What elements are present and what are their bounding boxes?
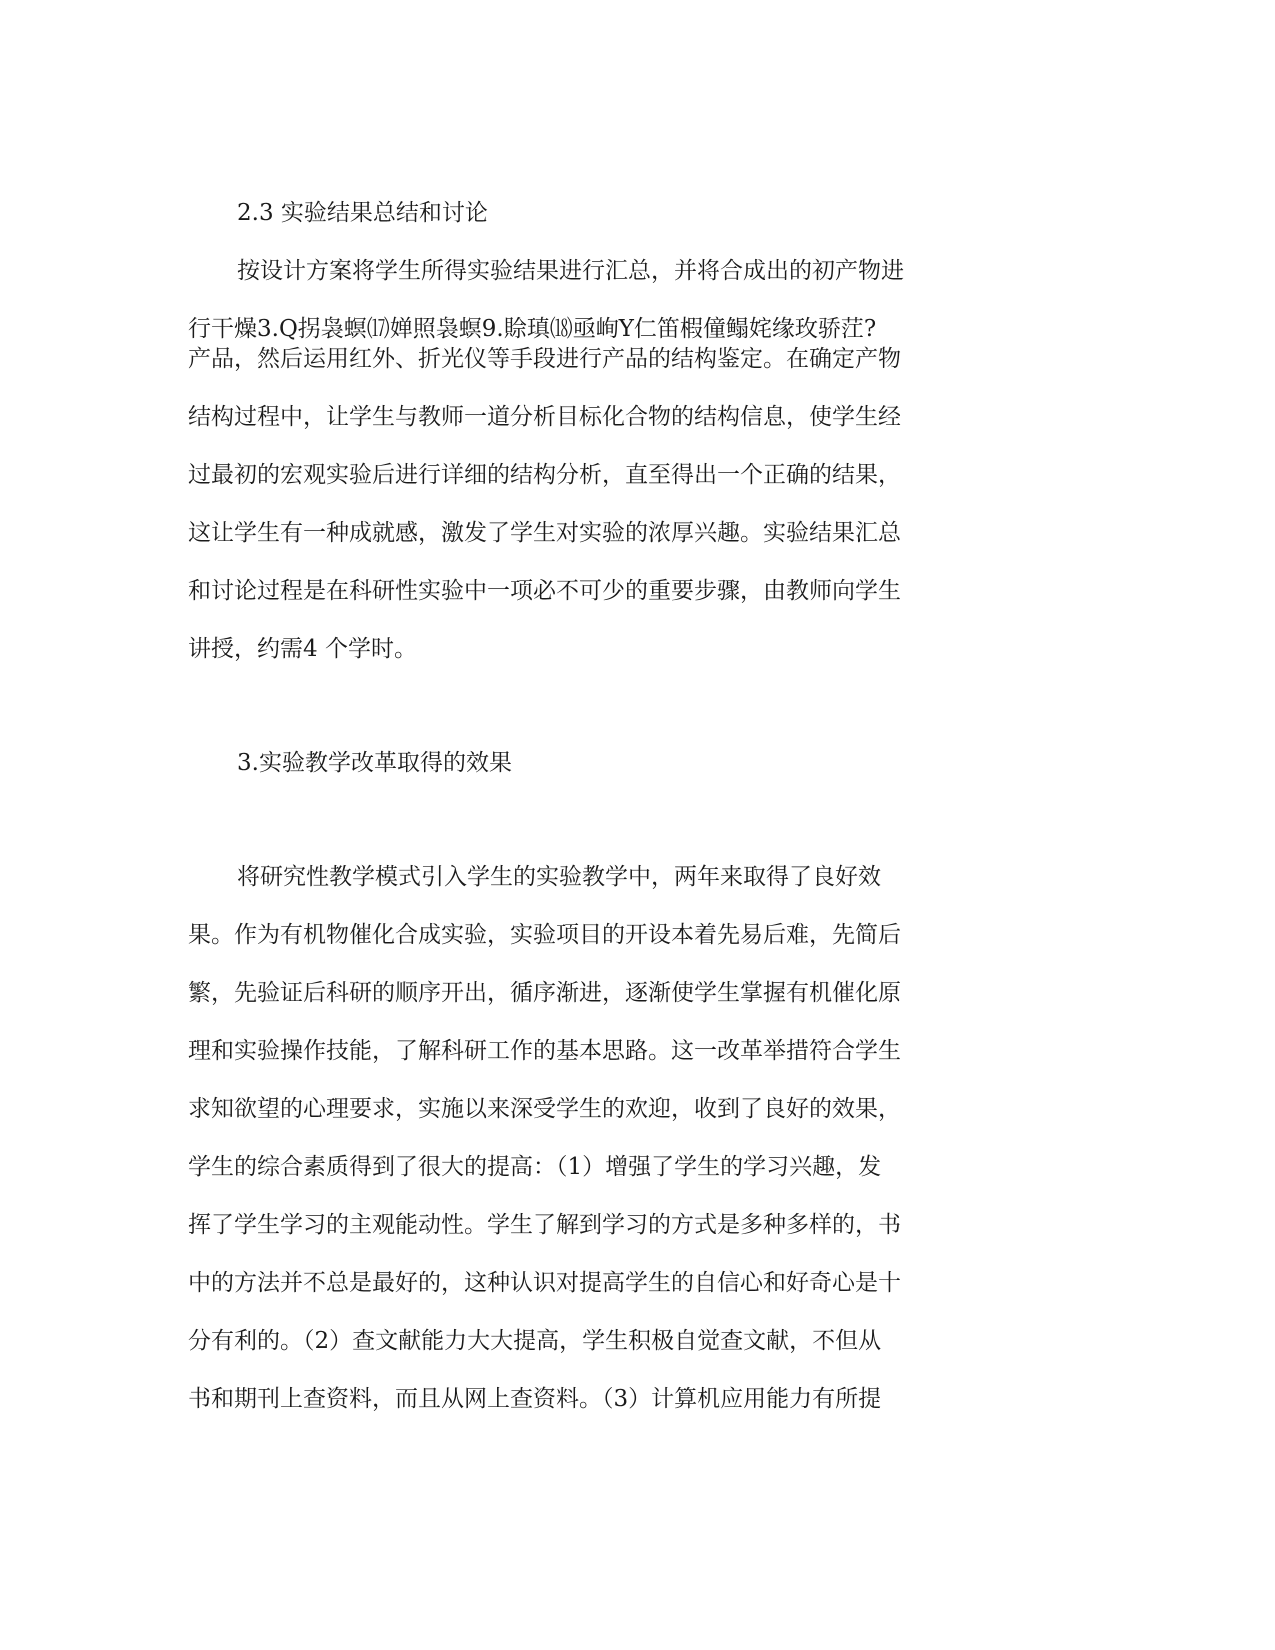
paragraph-line: 求知欲望的心理要求，实施以来深受学生的欢迎，收到了良好的效果， [188, 1096, 901, 1122]
paragraph-line: 过最初的宏观实验后进行详细的结构分析，直至得出一个正确的结果， [188, 462, 901, 488]
paragraph-line: 分有利的。（2）查文献能力大大提高，学生积极自觉查文献，不但从 [188, 1328, 882, 1354]
paragraph-line: 结构过程中，让学生与教师一道分析目标化合物的结构信息，使学生经 [188, 404, 901, 430]
paragraph-line: 讲授，约需4 个学时。 [188, 636, 417, 662]
paragraph-line: 果。作为有机物催化合成实验，实验项目的开设本着先易后难，先简后 [188, 922, 901, 948]
paragraph-line: 繁，先验证后科研的顺序开出，循序渐进，逐渐使学生掌握有机催化原 [188, 980, 901, 1006]
section-2-3-heading: 2.3 实验结果总结和讨论 [237, 200, 488, 226]
paragraph-line: 和讨论过程是在科研性实验中一项必不可少的重要步骤，由教师向学生 [188, 578, 901, 604]
paragraph-line: 中的方法并不总是最好的，这种认识对提高学生的自信心和好奇心是十 [188, 1270, 901, 1296]
paragraph-line: 这让学生有一种成就感，激发了学生对实验的浓厚兴趣。实验结果汇总 [188, 520, 901, 546]
section-3-heading: 3.实验教学改革取得的效果 [237, 750, 512, 776]
paragraph-line: 学生的综合素质得到了很大的提高：（1）增强了学生的学习兴趣，发 [188, 1154, 882, 1180]
paragraph-line: 书和期刊上查资料，而且从网上查资料。（3）计算机应用能力有所提 [188, 1386, 882, 1412]
paragraph-line: 挥了学生学习的主观能动性。学生了解到学习的方式是多种多样的，书 [188, 1212, 901, 1238]
paragraph-line: 产品，然后运用红外、折光仪等手段进行产品的结构鉴定。在确定产物 [188, 346, 901, 372]
paragraph-line: 将研究性教学模式引入学生的实验教学中，两年来取得了良好效 [237, 864, 881, 890]
paragraph-line: 按设计方案将学生所得实验结果进行汇总，并将合成出的初产物进 [237, 258, 904, 284]
paragraph-line: 理和实验操作技能，了解科研工作的基本思路。这一改革举措符合学生 [188, 1038, 901, 1064]
paragraph-line-garbled: 行干燥3.Q拐袅螟⒄婵照袅螟9.賒瑱⒅亟峋Y仁笛椵僮鳎姹缘玫骄茳? [188, 316, 877, 342]
